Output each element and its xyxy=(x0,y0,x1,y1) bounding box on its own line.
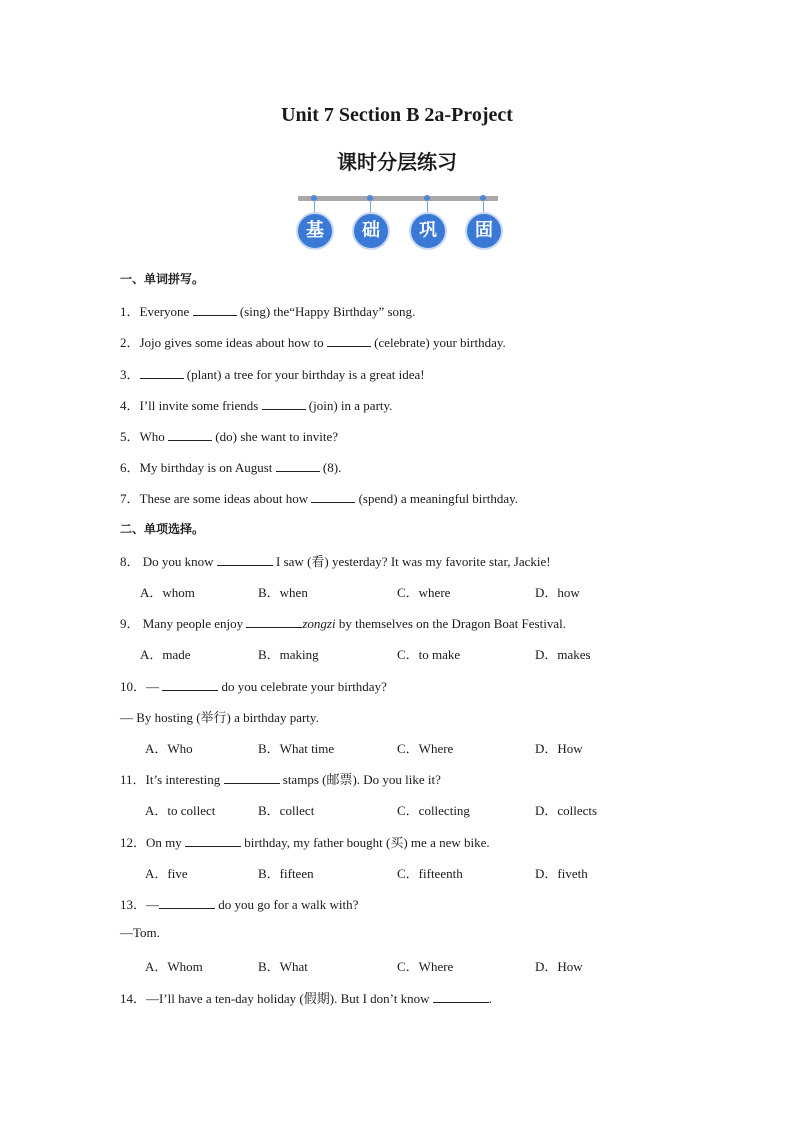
question-12 xyxy=(120,832,490,851)
question-7 xyxy=(120,488,518,507)
question-10 xyxy=(120,676,387,695)
question-text: 12．On my xyxy=(120,835,186,850)
option-a[interactable]: A．whom xyxy=(140,585,195,600)
question-6 xyxy=(120,457,341,476)
question-text: 5．Who xyxy=(120,429,169,444)
option-c[interactable]: C．to make xyxy=(397,647,461,662)
banner-circle-4: 固 xyxy=(465,212,503,250)
answer-blank[interactable] xyxy=(224,771,280,784)
banner-stem xyxy=(427,200,428,212)
banner-bar xyxy=(298,196,498,201)
answer-blank[interactable] xyxy=(193,303,237,316)
answer-blank[interactable] xyxy=(327,334,371,347)
question-text: 2．Jojo gives some ideas about how to xyxy=(120,335,327,350)
question-text: birthday, my father bought (买) me a new bike. xyxy=(241,835,490,850)
question-text: 9． Many people enjoy xyxy=(120,616,247,631)
answer-blank[interactable] xyxy=(185,834,241,847)
question-14 xyxy=(120,988,492,1007)
answer-blank[interactable] xyxy=(162,678,218,691)
question-text: 4．I’ll invite some friends xyxy=(120,398,262,413)
answer-blank[interactable] xyxy=(262,397,306,410)
question-13-answer: —Tom. xyxy=(120,925,160,940)
option-c[interactable]: C．Where xyxy=(397,741,454,756)
page-subtitle: 课时分层练习 xyxy=(337,150,457,174)
question-text: (8). xyxy=(319,460,342,475)
option-b[interactable]: B．collect xyxy=(258,803,315,818)
option-d[interactable]: D．How xyxy=(535,959,583,974)
question-text: (sing) the“Happy Birthday” song. xyxy=(236,304,416,319)
question-4 xyxy=(120,395,392,414)
banner-stem xyxy=(483,200,484,212)
section-banner xyxy=(296,192,500,254)
answer-blank[interactable] xyxy=(311,490,355,503)
answer-blank[interactable] xyxy=(140,366,184,379)
banner-stem xyxy=(370,200,371,212)
option-d[interactable]: D．How xyxy=(535,741,583,756)
banner-stem xyxy=(314,200,315,212)
option-d[interactable]: D．makes xyxy=(535,647,591,662)
question-text: (do) she want to invite? xyxy=(212,429,339,444)
option-d[interactable]: D．fiveth xyxy=(535,866,588,881)
answer-blank[interactable] xyxy=(217,553,273,566)
option-c[interactable]: C．Where xyxy=(397,959,454,974)
question-text: 11．It’s interesting xyxy=(120,772,224,787)
question-text: I saw (看) yesterday? It was my favorite star, Jackie! xyxy=(272,554,551,569)
question-text: 7．These are some ideas about how xyxy=(120,491,312,506)
banner-circle-3: 巩 xyxy=(409,212,447,250)
question-text: (plant) a tree for your birthday is a great idea! xyxy=(183,367,425,382)
section-heading-multiple-choice: 二、单项选择。 xyxy=(120,522,205,536)
question-text: 10．— xyxy=(120,679,163,694)
question-2 xyxy=(120,332,506,351)
question-3 xyxy=(120,364,425,383)
option-b[interactable]: B．fifteen xyxy=(258,866,314,881)
question-text: (spend) a meaningful birthday. xyxy=(355,491,519,506)
question-text: . xyxy=(488,991,493,1006)
banner-circle-1: 基 xyxy=(296,212,334,250)
question-text: 8． Do you know xyxy=(120,554,217,569)
question-text: do you celebrate your birthday? xyxy=(218,679,387,694)
answer-blank[interactable] xyxy=(433,990,489,1003)
option-a[interactable]: A．to collect xyxy=(145,803,216,818)
question-text: 14．—I’ll have a ten-day holiday (假期). But I don’t know xyxy=(120,991,433,1006)
answer-blank[interactable] xyxy=(276,459,320,472)
option-b[interactable]: B．What time xyxy=(258,741,335,756)
option-d[interactable]: D．collects xyxy=(535,803,598,818)
section-heading-word-spelling: 一、单词拼写。 xyxy=(120,272,205,286)
question-text: (join) in a party. xyxy=(305,398,393,413)
question-text: (celebrate) your birthday. xyxy=(370,335,506,350)
question-9 xyxy=(120,613,566,632)
answer-blank[interactable] xyxy=(246,615,302,628)
answer-blank[interactable] xyxy=(159,896,215,909)
question-text: 1．Everyone xyxy=(120,304,193,319)
option-a[interactable]: A．made xyxy=(140,647,191,662)
option-c[interactable]: C．collecting xyxy=(397,803,470,818)
option-b[interactable]: B．What xyxy=(258,959,308,974)
banner-circle-2: 础 xyxy=(352,212,390,250)
page-title: Unit 7 Section B 2a-Project xyxy=(281,104,513,126)
option-d[interactable]: D．how xyxy=(535,585,580,600)
option-c[interactable]: C．where xyxy=(397,585,451,600)
question-13 xyxy=(120,894,358,913)
option-b[interactable]: B．when xyxy=(258,585,308,600)
question-text: 6．My birthday is on August xyxy=(120,460,276,475)
question-1 xyxy=(120,301,415,320)
question-5 xyxy=(120,426,338,445)
option-a[interactable]: A．Who xyxy=(145,741,193,756)
question-text: 3． xyxy=(120,367,140,382)
question-text: stamps (邮票). Do you like it? xyxy=(279,772,441,787)
question-10-answer: — By hosting (举行) a birthday party. xyxy=(120,710,319,725)
option-a[interactable]: A．Whom xyxy=(145,959,203,974)
option-c[interactable]: C．fifteenth xyxy=(397,866,463,881)
question-text: 13．— xyxy=(120,897,160,912)
option-b[interactable]: B．making xyxy=(258,647,319,662)
question-11 xyxy=(120,769,441,788)
answer-blank[interactable] xyxy=(168,428,212,441)
question-text: do you go for a walk with? xyxy=(215,897,359,912)
question-text-italic: zongzi xyxy=(302,616,336,631)
question-8 xyxy=(120,551,551,570)
question-text: by themselves on the Dragon Boat Festival. xyxy=(335,616,566,631)
option-a[interactable]: A．five xyxy=(145,866,188,881)
